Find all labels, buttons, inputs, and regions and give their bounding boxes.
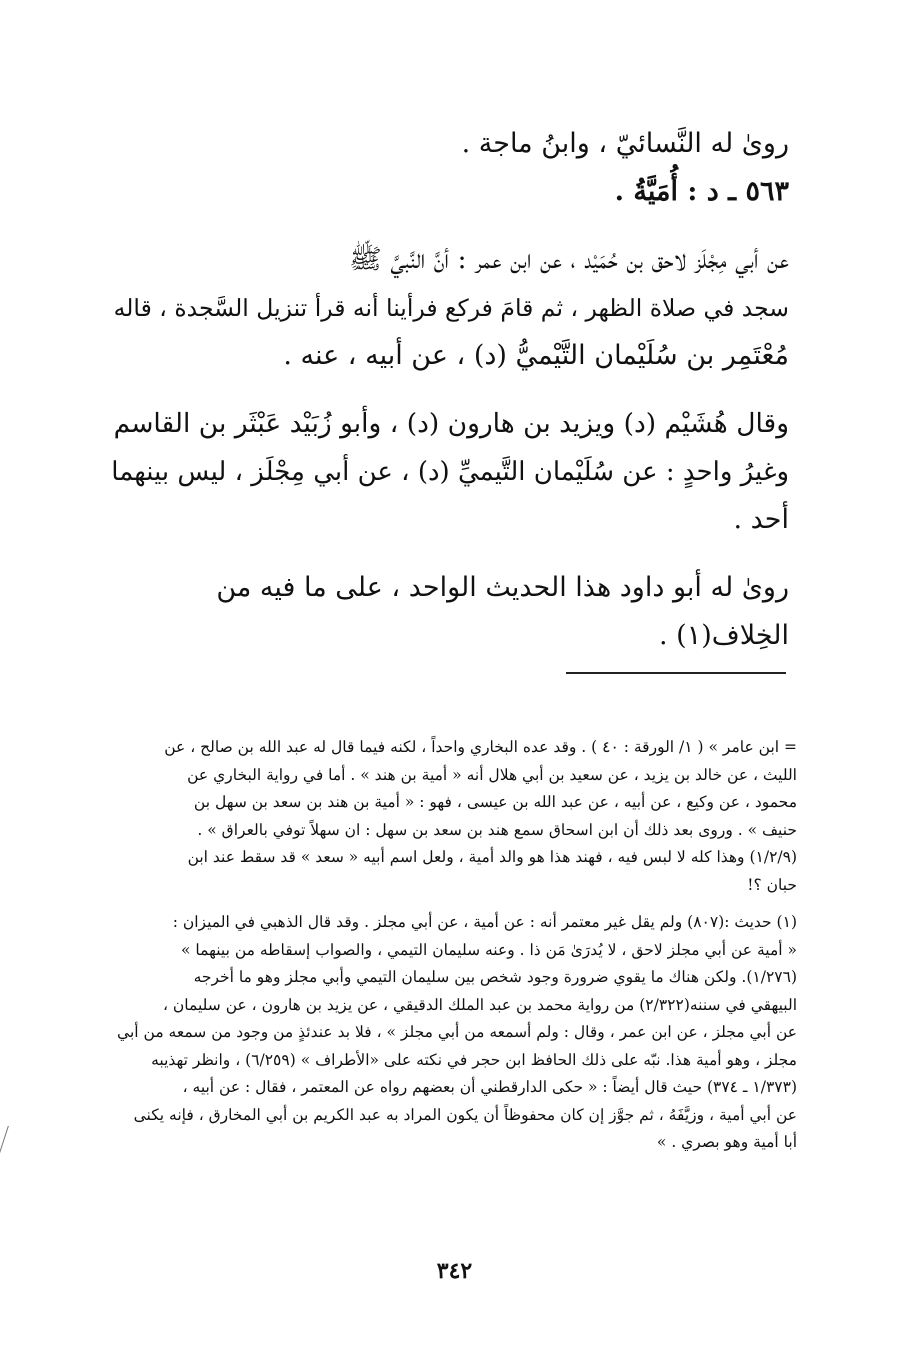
entry-heading: ٥٦٣ ـ د : أُمَيَّةُ . (614, 176, 789, 207)
paragraph-line: روىٰ له أبو داود هذا الحديث الواحد ، على ما فيه من (216, 572, 789, 603)
margin-mark (0, 1126, 9, 1162)
paragraph-line: أحد . (733, 504, 789, 535)
paragraph-1 (109, 236, 789, 380)
narration-line: روىٰ له النَّسائيّ ، وابنُ ماجة . (461, 128, 789, 159)
paragraph-line: سجد في صلاة الظهر ، ثم قامَ فركع فرأينا أنه قرأ تنزيل السَّجدة ، قاله (113, 294, 789, 322)
footnote-gap (97, 899, 797, 909)
footnote-line: (١/٢٧٦). ولكن هناك ما يقوي ضرورة وجود شخص بين سليمان التيمي وأبي مجلز وهو ما أخرجه (193, 968, 797, 986)
footnote-line: عن أبي أمية ، وزيَّفَهُ ، ثم جوَّز إن كان محفوظاً أن يكون المراد به عبد الكريم بن أبي المخارق ، فإنه يكنى (133, 1105, 797, 1124)
paragraph-line: عن أبي مِجْلَز لاحق بن حُمَيْد ، عن ابن عمر : أنَّ النَّبيَّ ﷺ (349, 244, 789, 275)
footnote-1 (97, 909, 797, 1157)
footnote-line: (١/٢/٩) وهذا كله لا لبس فيه ، فهند هذا هو والد أمية ، ولعل اسم أبيه « سعد » قد سقط عند ابن (187, 848, 797, 866)
footnote-separator (566, 672, 786, 674)
page-number: ٣٤٢ (436, 1258, 473, 1284)
footnote-line: مجلز ، وهو أمية هذا. نبّه على ذلك الحافظ ابن حجر في نكته على «الأطراف » (٦/٢٥٩) ، وانظر تهذيبه (151, 1050, 797, 1069)
footnote-line: محمود ، عن وكيع ، عن أبيه ، عن عبد الله بن عيسى ، فهو : « أمية بن هند بن سعد بن سهل بن (193, 793, 797, 811)
paragraph-line: وغيرُ واحدٍ : عن سُلَيْمان التَّيميِّ (د) ، عن أبي مِجْلَز ، ليس بينهما (111, 457, 789, 487)
footnote-line: البيهقي في سننه(٢/٣٢٢) من رواية محمد بن عبد الملك الدقيقي ، عن يزيد بن هارون ، عن سليمان ، (162, 995, 797, 1014)
footnote-line: عن أبي مجلز ، عن ابن عمر ، وقال : ولم أسمعه من أبي مجلز » ، فلا بد عندئذٍ من وجود من سمعه من أبي (117, 1023, 797, 1041)
footnote-line: حبان ؟! (747, 875, 797, 894)
footnote-line: حنيف » . وروى بعد ذلك أن ابن اسحاق سمع هند بن سعد بن سهل : ان سهلاً توفي بالعراق » . (197, 820, 797, 839)
paragraph-gap (109, 544, 789, 564)
footnote-line: الليث ، عن خالد بن يزيد ، عن سعيد بن أبي هلال أنه « أمية بن هند » . أما في رواية البخاري عن (187, 765, 797, 784)
footnote-line: (١/٣٧٣ ـ ٣٧٤) حيث قال أيضاً : « حكى الدارقطني أن بعضهم رواه عن المعتمر ، فقال : عن أبيه ، (182, 1078, 797, 1096)
paragraph-line: الخِلاف(١) . (658, 620, 789, 651)
paragraph-gap (109, 216, 789, 236)
footnote-line: (١) حديث :(٨٠٧) ولم يقل غير معتمر أنه : عن أمية ، عن أبي مجلز . وقد قال الذهبي في الميزان : (172, 913, 797, 931)
footnote-continued (97, 734, 797, 899)
paragraph-gap (109, 380, 789, 400)
paragraph-2 (109, 400, 789, 544)
footnote-line: « أمية عن أبي مجلز لاحق ، لا يُدرَىٰ مَن ذا . وعنه سليمان التيمي ، والصواب إسقاطه من بينهما » (181, 940, 797, 959)
footnote-line: = ابن عامر » ( ١/ الورقة : ٤٠ ) . وقد عده البخاري واحداً ، لكنه فيما قال له عبد الله بن صالح ، عن (164, 738, 797, 756)
main-text (109, 120, 789, 660)
footnote-line: أبا أمية وهو بصري . » (656, 1133, 797, 1151)
footnotes (97, 734, 797, 1157)
paragraph-line: وقال هُشَيْم (د) ويزيد بن هارون (د) ، وأبو زُبَيْد عَبْثَر بن القاسم (113, 408, 789, 439)
paragraph-line: مُعْتَمِر بن سُلَيْمان التَّيْميُّ (د) ، عن أبيه ، عنه . (283, 340, 789, 371)
paragraph-3 (109, 564, 789, 660)
